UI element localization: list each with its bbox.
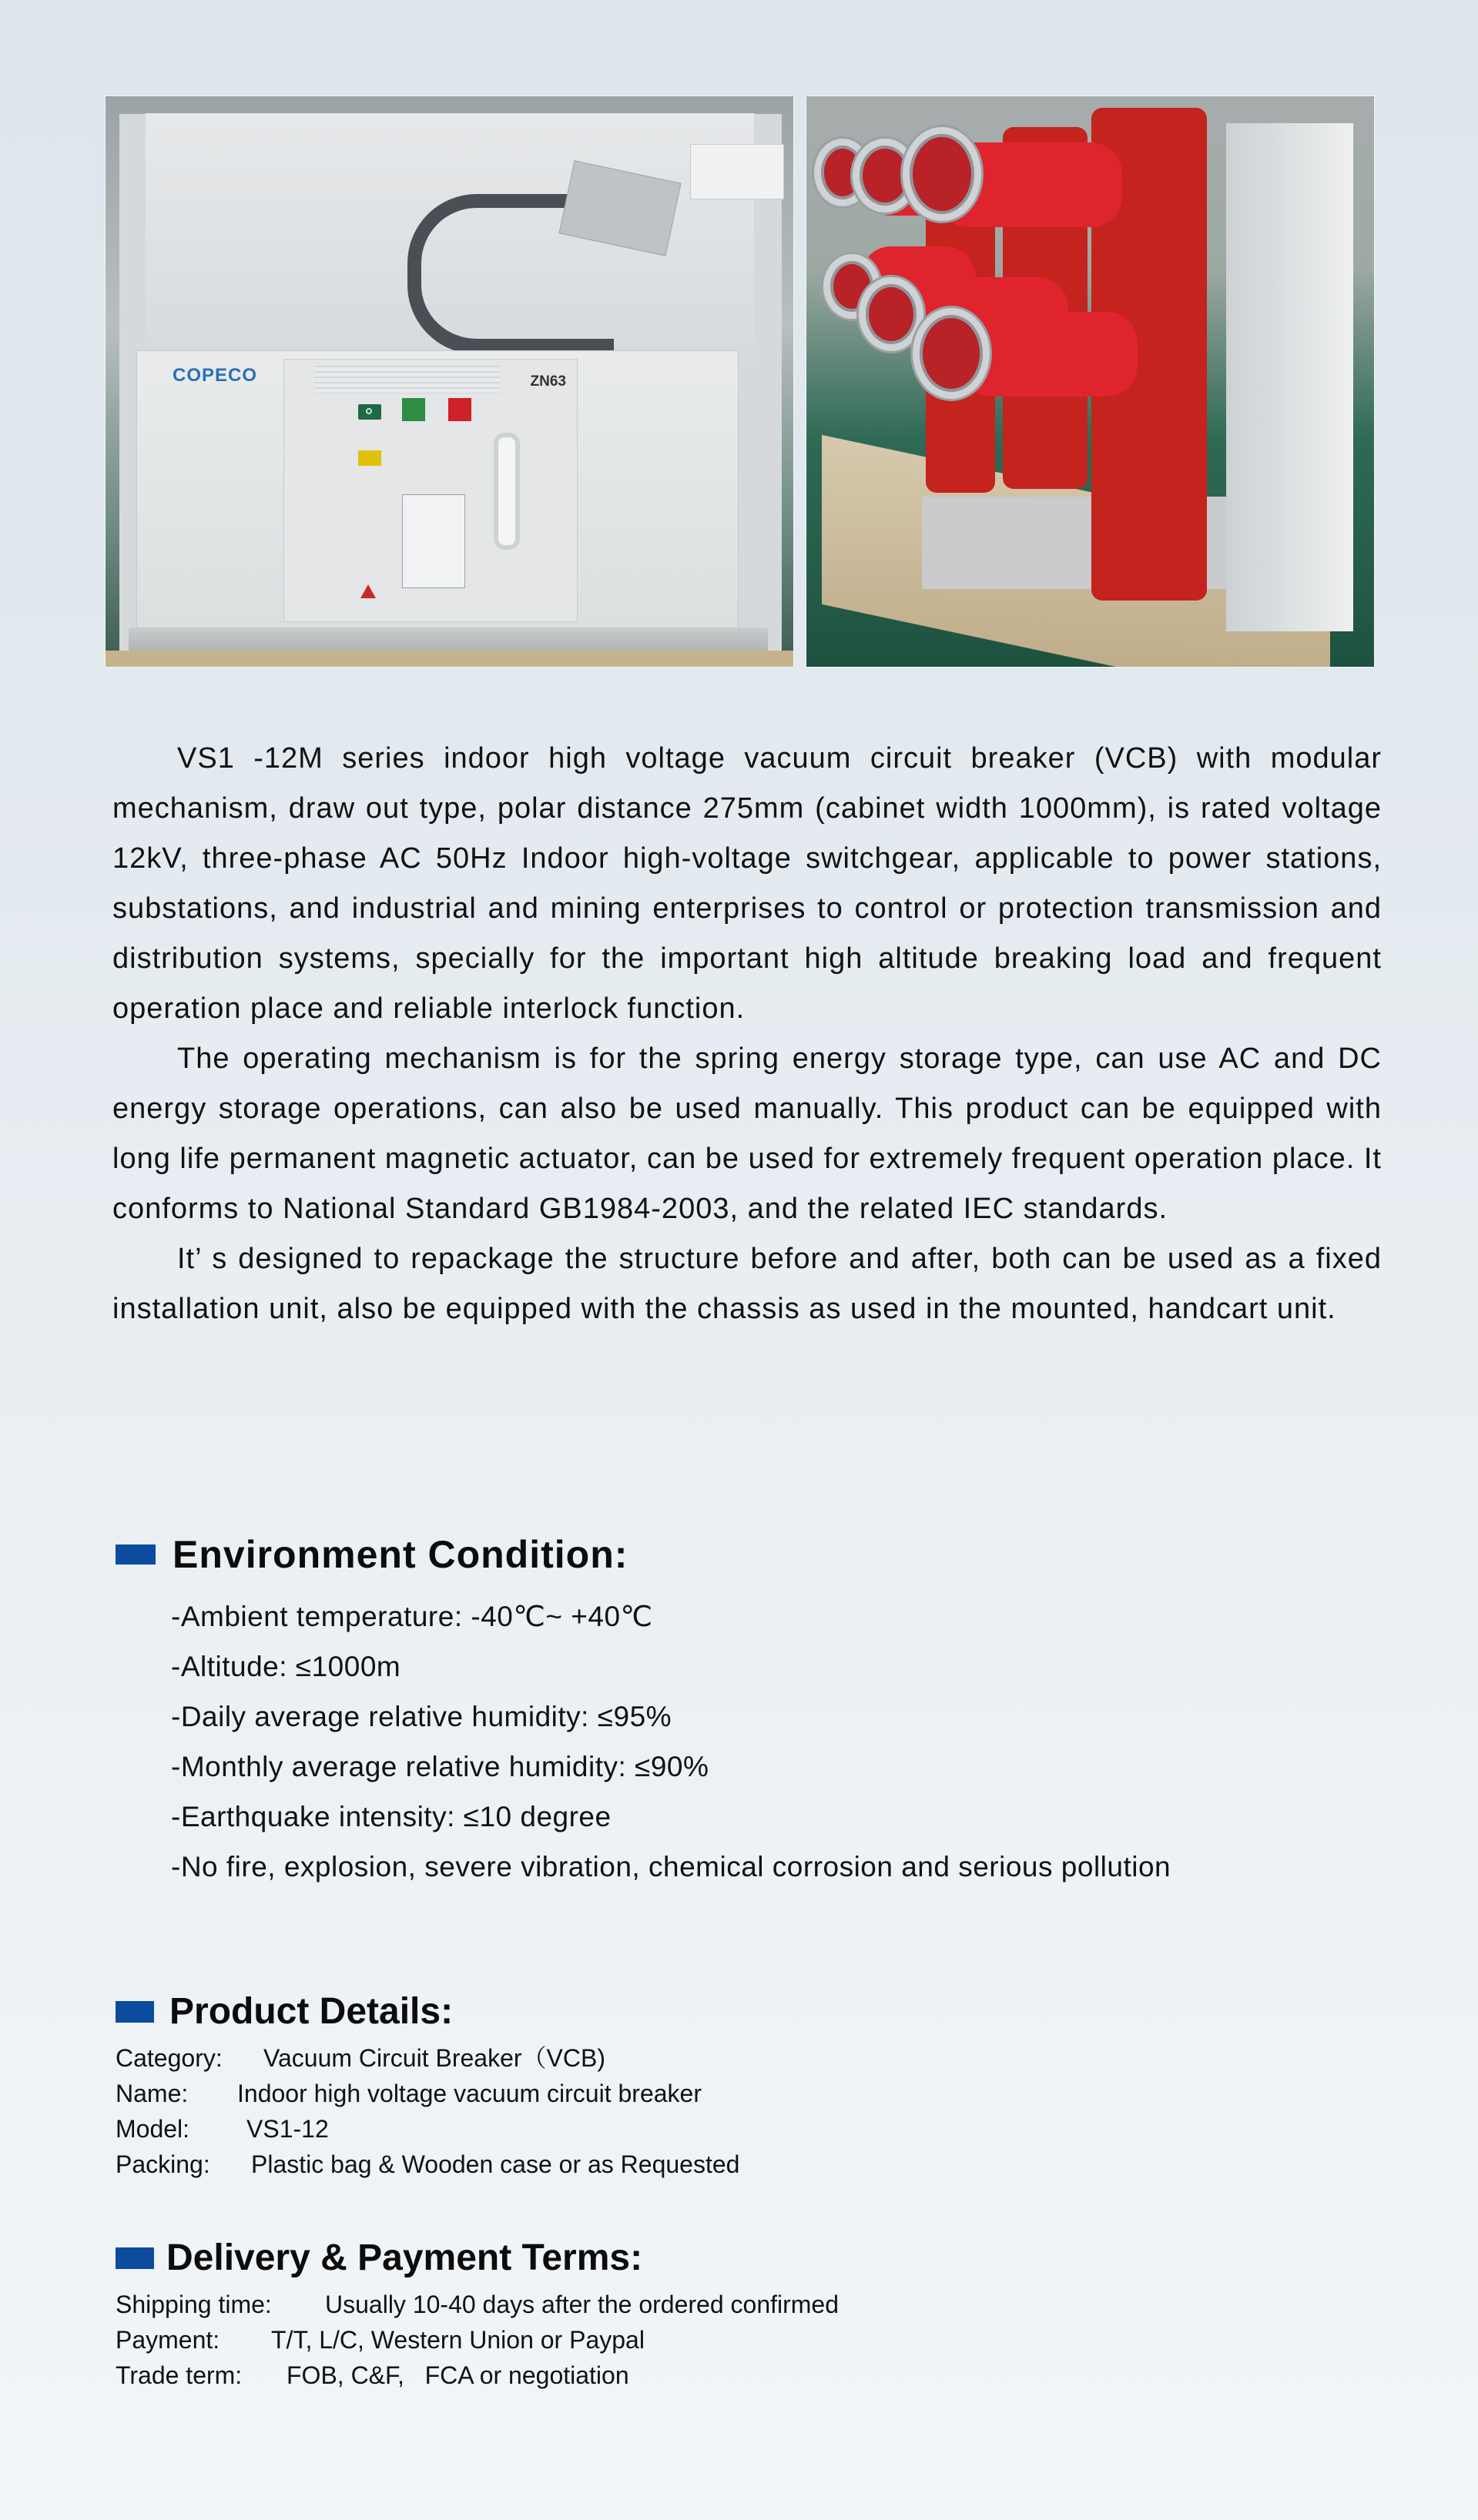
terms-value: FOB, C&F, FCA or negotiation — [287, 2361, 629, 2389]
terms-row-payment — [116, 2322, 839, 2358]
trip-button-icon — [448, 398, 471, 421]
product-photo-front — [106, 96, 793, 667]
environment-item: -Daily average relative humidity: ≤95% — [171, 1701, 672, 1732]
detail-row-category — [116, 2040, 739, 2076]
technical-parameter-plate — [402, 494, 465, 588]
manual-charge-handle — [494, 433, 520, 550]
brand-logo: COPECO — [173, 365, 258, 386]
detail-value: VS1-12 — [246, 2115, 329, 2143]
delivery-payment-list — [116, 2287, 839, 2393]
environment-item: -Ambient temperature: -40℃~ +40℃ — [171, 1601, 653, 1632]
detail-label: Model: — [116, 2115, 190, 2143]
detail-row-name — [116, 2076, 739, 2111]
vent-grille — [315, 366, 500, 393]
environment-list — [171, 1591, 1171, 1892]
square-bullet-icon — [116, 1544, 156, 1565]
breaker-top-cover — [146, 113, 754, 367]
terms-label: Shipping time: — [116, 2291, 272, 2318]
terms-value: Usually 10-40 days after the ordered confirmed — [325, 2291, 840, 2318]
square-bullet-icon — [116, 2247, 154, 2269]
environment-item: -Monthly average relative humidity: ≤90% — [171, 1751, 709, 1782]
detail-row-packing — [116, 2147, 739, 2182]
product-description — [112, 734, 1382, 1334]
section-heading-product-details — [116, 1990, 453, 2033]
detail-row-model — [116, 2111, 739, 2147]
description-paragraph: VS1 -12M series indoor high voltage vacuum circuit breaker (VCB) with modular mechanism, draw out type, polar distance 275mm (cabinet width 1000mm), is rated voltage 12kV, three-phase AC 50Hz Indoor high-voltage switchgear, applicable to power stations, substations, and industrial and mining enterprises to control or protection transmission and distribution systems, specially for the important high altitude breaking load and frequent operation place and reliable interlock function. — [112, 742, 1382, 1025]
description-paragraph: The operating mechanism is for the spring energy storage type, can use AC and DC energy storage operations, can also be used manually. This product can be equipped with long life permanent magnetic actuator, can be used for extremely frequent operation place. It conforms to National Standard GB1984-2003, and the related IEC standards. — [112, 1042, 1382, 1225]
close-button-icon — [402, 398, 425, 421]
mechanism-panel — [136, 350, 739, 629]
nameplate-label — [690, 144, 784, 199]
environment-item: -Earthquake intensity: ≤10 degree — [171, 1801, 612, 1832]
section-title: Environment Condition: — [173, 1533, 628, 1576]
mechanism-housing — [1226, 123, 1353, 631]
section-title: Product Details: — [169, 1991, 454, 2032]
terms-value: T/T, L/C, Western Union or Paypal — [271, 2326, 645, 2354]
contact-finger-ring — [903, 127, 981, 221]
detail-value: Plastic bag & Wooden case or as Requested — [251, 2150, 740, 2178]
wooden-pallet — [106, 651, 793, 667]
detail-label: Category: — [116, 2044, 223, 2072]
open-close-indicator-icon — [358, 404, 381, 420]
warning-triangle-icon — [360, 584, 376, 598]
detail-value: Vacuum Circuit Breaker（VCB) — [263, 2044, 605, 2072]
description-paragraph: It’ s designed to repackage the structure before and after, both can be used as a fixed installation unit, also be equipped with the chassis as used in the mounted, handcart unit. — [112, 1243, 1382, 1325]
charge-indicator-icon — [358, 450, 381, 466]
detail-label: Name: — [116, 2080, 189, 2107]
terms-row-shipping — [116, 2287, 839, 2322]
contact-finger-ring — [913, 308, 990, 399]
terms-row-trade — [116, 2358, 839, 2393]
environment-item: -Altitude: ≤1000m — [171, 1651, 401, 1682]
square-bullet-icon — [116, 2001, 154, 2023]
section-title: Delivery & Payment Terms: — [166, 2237, 643, 2278]
section-heading-delivery-payment — [116, 2237, 642, 2279]
environment-item: -No fire, explosion, severe vibration, chemical corrosion and serious pollution — [171, 1851, 1171, 1882]
product-photo-side — [806, 96, 1374, 667]
product-details-list — [116, 2040, 739, 2182]
detail-value: Indoor high voltage vacuum circuit breaker — [237, 2080, 702, 2107]
detail-label: Packing: — [116, 2150, 210, 2178]
terms-label: Payment: — [116, 2326, 220, 2354]
section-heading-environment — [116, 1532, 628, 1577]
terms-label: Trade term: — [116, 2361, 243, 2389]
model-badge: ZN63 — [530, 373, 566, 390]
operating-module — [283, 359, 578, 622]
